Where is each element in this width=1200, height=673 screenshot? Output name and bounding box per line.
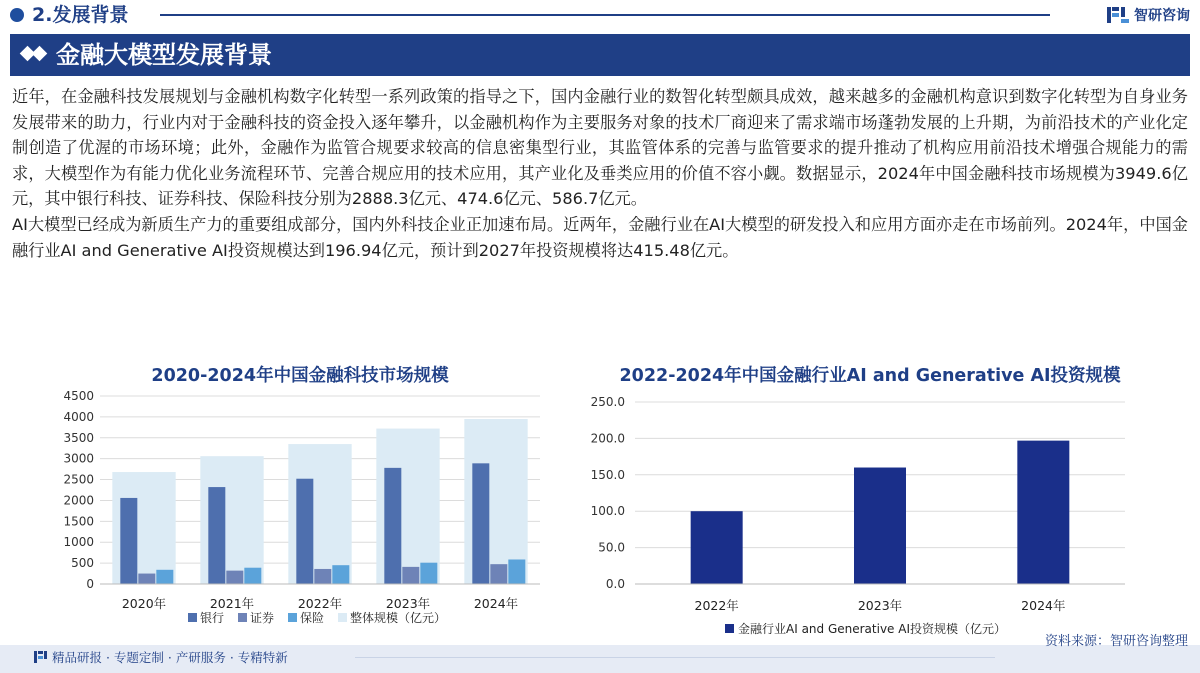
fintech-market-chart: [40, 386, 560, 636]
body-text: [12, 84, 1188, 263]
legend-swatch: [188, 613, 197, 622]
legend-swatch: [238, 613, 247, 622]
ai-investment-chart: [575, 386, 1135, 636]
brand: [1106, 4, 1190, 26]
bar-securities: [226, 571, 243, 584]
brand-name: 智研咨询: [1134, 8, 1190, 24]
section-bullet-icon: [10, 8, 24, 22]
y-tick-label: 2500: [63, 472, 94, 487]
x-tick-label: 2024年: [1021, 598, 1066, 613]
diamond-icon: [32, 46, 48, 62]
bar-insurance: [332, 565, 349, 584]
x-tick-label: 2020年: [121, 596, 167, 611]
x-tick-label: 2023年: [385, 596, 431, 611]
paragraph-1: 近年，在金融科技发展规划与金融机构数字化转型一系列政策的指导之下，国内金融行业的数智化转型颇具成效，越来越多的金融机构意识到数字化转型为自身业务发展带来的助力，行业内对于金融科技的资金投入逐年攀升，以金融机构作为主要服务对象的技术厂商迎来了需求端市场蓬勃发展的上升期，为前沿技术的产业化定制创造了优渥的市场环境；此外，金融作为监管合规要求较高的信息密集型行业，其监管体系的完善与监管要求的提升推动了机构应用前沿技术增强合规能力的需求，大模型作为有能力优化业务流程环节、完善合规应用的技术应用，其产业化及垂类应用的价值不容小觑。数据显示，2024年中国金融科技市场规模为3949.6亿元，其中银行科技、证券科技、保险科技分别为2888.3亿元、474.6亿元、586.7亿元。: [12, 87, 1188, 209]
chart1-title: 2020-2024年中国金融科技市场规模: [151, 366, 449, 386]
y-tick-label: 100.0: [590, 504, 625, 519]
y-tick-label: 50.0: [598, 540, 625, 555]
y-tick-label: 1500: [63, 514, 94, 529]
legend-swatch: [338, 613, 347, 622]
y-tick-label: 1000: [63, 535, 94, 550]
title-banner: [10, 34, 1190, 76]
y-tick-label: 150.0: [590, 467, 625, 482]
x-tick-label: 2021年: [209, 596, 255, 611]
x-tick-label: 2024年: [473, 596, 519, 611]
y-tick-label: 0: [86, 577, 94, 591]
bar-securities: [490, 564, 507, 584]
y-tick-label: 250.0: [590, 395, 625, 409]
legend-label: 银行: [200, 611, 225, 625]
source-note: 资料来源：智研咨询整理: [1044, 634, 1188, 649]
top-bar: [0, 0, 1200, 30]
bar-bank: [120, 498, 137, 584]
bar-investment: [1017, 441, 1069, 584]
legend-label: 整体规模（亿元）: [350, 611, 447, 625]
zhiyan-logo-icon: [1106, 5, 1130, 25]
y-tick-label: 3500: [63, 430, 94, 445]
y-tick-label: 4000: [63, 409, 94, 424]
legend-swatch: [725, 624, 734, 633]
bar-bank: [208, 487, 225, 584]
x-tick-label: 2022年: [297, 596, 343, 611]
legend-label: 保险: [300, 611, 325, 625]
y-tick-label: 200.0: [590, 431, 625, 446]
zhiyan-logo-icon: [34, 650, 48, 664]
legend-swatch: [288, 613, 297, 622]
bar-insurance: [508, 559, 525, 584]
header-divider: [160, 14, 1050, 16]
bar-securities: [402, 567, 419, 584]
chart2-title: 2022-2024年中国金融行业AI and Generative AI投资规模: [619, 366, 1121, 386]
banner-title: 金融大模型发展背景: [56, 41, 272, 69]
y-tick-label: 3000: [63, 451, 94, 466]
bar-insurance: [244, 568, 261, 584]
bar-bank: [296, 479, 313, 584]
y-tick-label: 4500: [63, 389, 94, 403]
bar-investment: [691, 511, 743, 584]
bar-investment: [854, 468, 906, 584]
y-tick-label: 500: [71, 556, 94, 571]
section-title: 2.发展背景: [32, 4, 129, 26]
bar-insurance: [420, 563, 437, 584]
legend-label: 金融行业AI and Generative AI投资规模（亿元）: [738, 622, 1006, 636]
x-tick-label: 2023年: [857, 598, 903, 613]
bar-bank: [472, 463, 489, 584]
bar-securities: [314, 569, 331, 584]
footer-services: 精品研报 · 专题定制 · 产研服务 · 专精特新: [52, 650, 288, 665]
bar-bank: [384, 468, 401, 584]
x-tick-label: 2022年: [694, 598, 739, 613]
y-tick-label: 2000: [63, 493, 94, 508]
bar-insurance: [156, 570, 173, 584]
legend-label: 证券: [250, 611, 275, 625]
paragraph-2: AI大模型已经成为新质生产力的重要组成部分，国内外科技企业正加速布局。近两年，金融行业在AI大模型的研发投入和应用方面亦走在市场前列。2024年，中国金融行业AI and Generative AI投资规模达到196.94亿元，预计到2027年投资规模将达415.48亿元。: [12, 214, 1188, 260]
footer-divider: [355, 657, 995, 658]
bar-securities: [138, 574, 155, 584]
y-tick-label: 0.0: [605, 577, 625, 591]
